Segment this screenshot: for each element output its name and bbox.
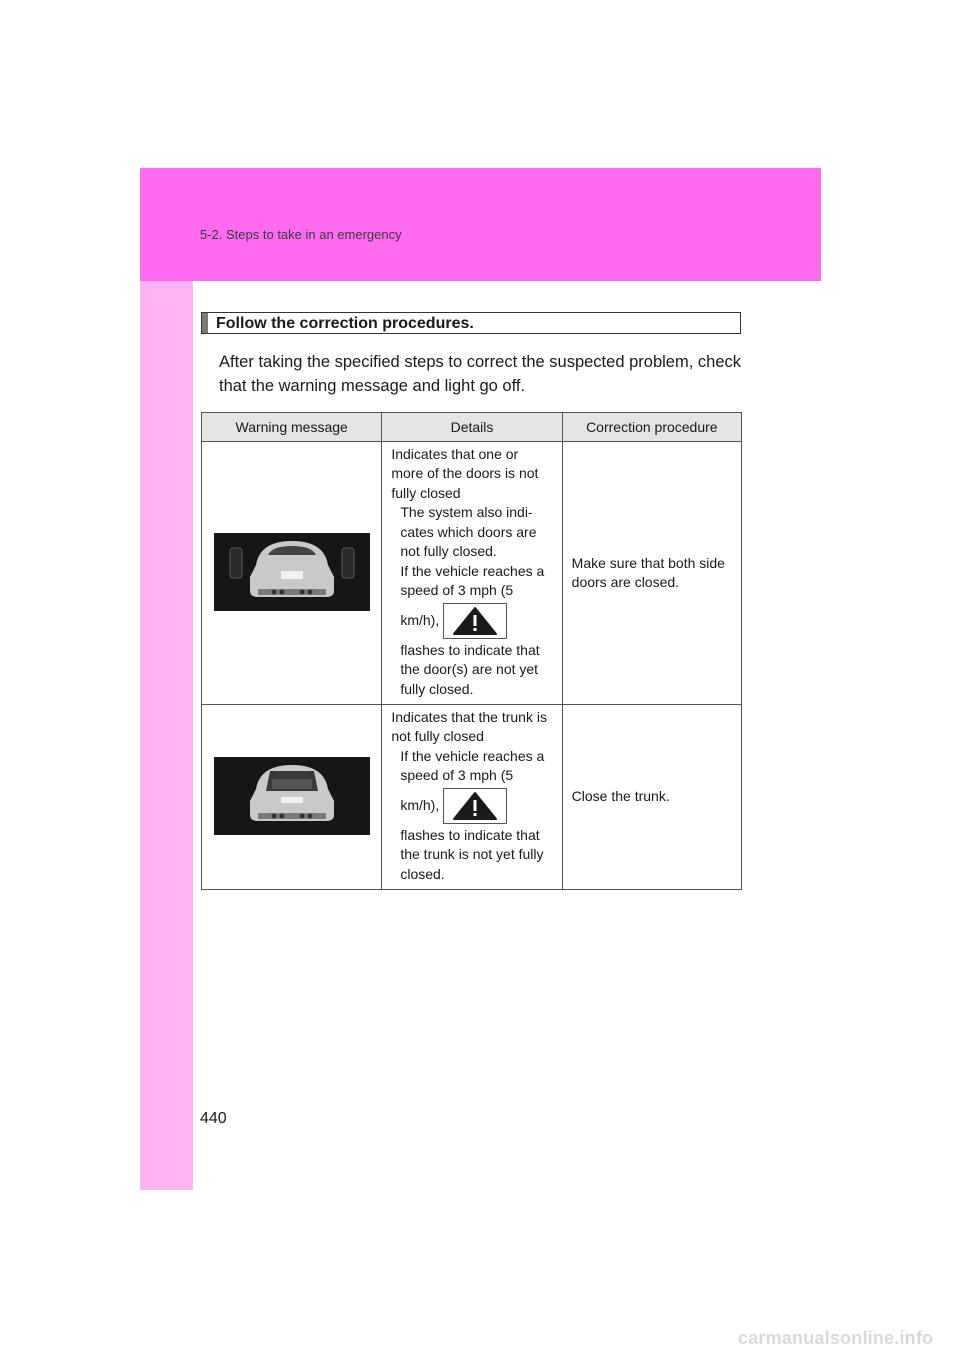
warning-table — [201, 412, 742, 890]
details-cell — [382, 705, 562, 890]
details-main-text: Indicates that one or more of the doors is not fully closed — [391, 445, 539, 501]
details-cell — [382, 442, 562, 705]
warning-light-icon — [443, 788, 507, 824]
section-title-text: Follow the correction procedures. — [216, 315, 474, 332]
chapter-header-band — [140, 168, 821, 281]
section-title-bar — [202, 313, 208, 333]
trunk-open-car-image — [214, 757, 370, 835]
page-number: 440 — [200, 1110, 227, 1127]
watermark: carmanualsonline.info — [738, 1328, 934, 1348]
details-speed-text: If the vehicle reaches a speed of 3 mph (5 — [400, 562, 545, 599]
warning-light-icon — [443, 603, 507, 639]
header-correction-procedure: Correction procedure — [562, 413, 741, 442]
details-icon-line — [391, 786, 553, 826]
section-title — [201, 312, 741, 334]
intro-paragraph: After taking the specified steps to correct the suspected problem, check that the warning message and light go off. — [219, 353, 741, 395]
correction-cell: Make sure that both side doors are closed. — [562, 442, 741, 705]
warning-image-cell — [202, 442, 382, 705]
details-speed-text: If the vehicle reaches a speed of 3 mph (5 — [400, 747, 545, 784]
header-warning-message: Warning message — [202, 413, 382, 442]
details-main-text: Indicates that the trunk is not fully closed — [391, 708, 547, 745]
details-unit-text: km/h), — [400, 612, 440, 628]
table-row — [202, 442, 742, 705]
side-margin-strip — [140, 168, 193, 1190]
details-sub-text: The system also indi-cates which doors are not fully closed. — [400, 504, 537, 560]
table-header-row — [202, 413, 742, 442]
warning-image-cell — [202, 705, 382, 890]
correction-cell: Close the trunk. — [562, 705, 741, 890]
details-icon-line — [391, 601, 553, 641]
details-unit-text: km/h), — [400, 797, 440, 813]
header-details: Details — [382, 413, 562, 442]
details-flash-text: flashes to indicate that the trunk is not yet fully closed. — [400, 826, 544, 882]
door-open-car-image — [214, 533, 370, 611]
details-flash-text: flashes to indicate that the door(s) are not yet fully closed. — [400, 641, 540, 697]
chapter-header: 5-2. Steps to take in an emergency — [200, 227, 402, 242]
table-row — [202, 705, 742, 890]
